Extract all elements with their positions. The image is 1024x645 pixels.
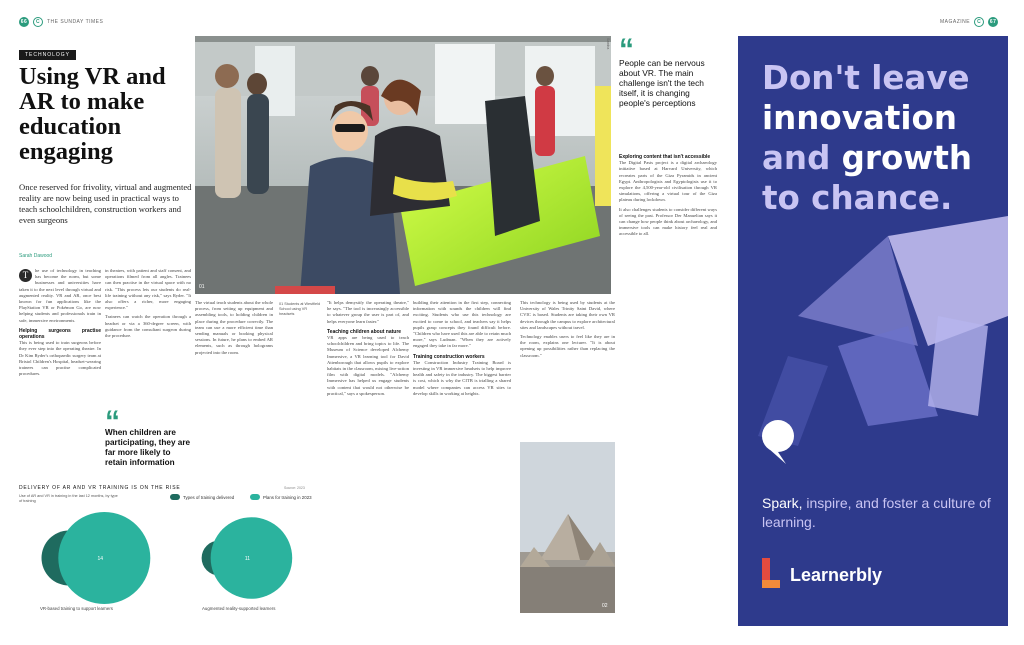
chart-subtitle: Use of AR and VR in training in the last 12 months, by type of training bbox=[19, 494, 118, 503]
pull-quote-1: People can be nervous about VR. The main challenge isn't the tech itself, it is changing people's perceptions bbox=[619, 58, 705, 108]
byline: Sarah Dawood bbox=[19, 253, 53, 259]
headline: Using VR and AR to make education engaging bbox=[19, 63, 166, 165]
left-page-badge: C bbox=[33, 17, 43, 27]
legend-item-1 bbox=[170, 494, 234, 500]
right-page-badge: C bbox=[974, 17, 984, 27]
section-tag: TECHNOLOGY bbox=[19, 50, 76, 60]
chart-label-ar: Augmented reality-supported learners bbox=[202, 606, 276, 611]
body-column-4 bbox=[327, 300, 409, 604]
brand-lockup bbox=[762, 558, 882, 592]
legend-swatch-2 bbox=[250, 494, 260, 500]
ad-graphic bbox=[738, 216, 1008, 486]
photo-caption-1: 01 Students at Westfield School using VR headsets bbox=[279, 302, 321, 316]
chart-source: Source: 2023 bbox=[284, 486, 305, 490]
bubble-value-1-2: 14 bbox=[97, 556, 104, 562]
left-page-label: THE SUNDAY TIMES bbox=[47, 19, 104, 25]
body-column-7 bbox=[619, 154, 717, 484]
body-text-6: This technology is being used by students at the University of Wales Trinity Saint David, where CVIC is based. Students are taking their own VR devices through the campus to explore architectural sites and landscapes without travel. bbox=[520, 300, 615, 330]
ad-tagline bbox=[762, 494, 992, 532]
body-column-2 bbox=[105, 268, 191, 402]
pull-quote-2: When children are participating, they are far more likely to retain information bbox=[105, 428, 191, 467]
pyramid-photo bbox=[520, 442, 615, 613]
photo-illustration bbox=[195, 36, 611, 294]
body-column-3 bbox=[195, 300, 273, 476]
subhead-children: Teaching children about nature bbox=[327, 328, 402, 335]
bubble-chart bbox=[19, 506, 309, 616]
subhead-construction: Training construction workers bbox=[413, 353, 485, 360]
body-text-1b: This is being used to train surgeons before they ever step into the operating theatre. In Dr Kim Ryder's orthopaedic surgery team at Bristol Children's Hospital, headset-wearing trainees can practise complicated procedures. bbox=[19, 340, 101, 377]
body-text-4b: VR apps are being used to teach schoolchildren and bring topics to life. The Museum of Science developed Alchemy Immersive, a VR learning tool for David Attenborough that allows pupils to explore habitats in the classroom, mixing live-action film with digital models. "Alchemy Immersive has helped us engage students with content that would not otherwise be practical," says a spokesperson. bbox=[327, 335, 409, 396]
chart-label-vr: VR-based training to support learners bbox=[40, 606, 113, 611]
body-text-5b: The Construction Industry Training Board is investing in VR immersive headsets to help improve health and safety in the industry. The biggest barrier is cost, which is why the CITB is trialling a shared model where companies can access VR sites to develop skills in working at heights. bbox=[413, 359, 511, 396]
body-text-5: building their attention in the first step, connecting information with sounds the children will find exciting. Students who use this technology are excited to come to school, and teachers say it helps pupils grasp concepts they found difficult before. "Children who have used this are able to retain much more," says Ludman. "When they are actively engaged they take in far more." bbox=[413, 300, 511, 349]
body-text-7b: It also challenges students to consider different ways of seeing the past. Professor Der Manuelian says it can change how people think about archaeology, and immersive tools can make history feel real and accessible to all. bbox=[619, 206, 717, 237]
quote-mark-icon: “ bbox=[619, 33, 634, 66]
learnerbly-advert[interactable] bbox=[738, 36, 1008, 626]
legend-swatch-1 bbox=[170, 494, 180, 500]
body-text-4: "It helps demystify the operating theatre," he says. "The tool is increasingly accessible to whatever group the user is part of, and helps everyone learn faster." bbox=[327, 300, 409, 324]
chart-title: DELIVERY OF AR AND VR TRAINING IS ON THE RISE bbox=[19, 485, 181, 491]
brand-name: Learnerbly bbox=[790, 564, 883, 585]
subhead-exploring: Exploring content that isn't accessible bbox=[619, 154, 711, 160]
right-page-label: MAGAZINE bbox=[940, 19, 971, 25]
quote-mark-icon: “ bbox=[105, 405, 120, 438]
photo-number-1: 01 bbox=[199, 284, 205, 290]
ad-headline-growth: growth bbox=[841, 139, 972, 177]
left-page-number: 66 bbox=[20, 19, 28, 25]
body-column-1 bbox=[19, 268, 101, 408]
body-text-7: The Digital Pasts project is a digital archaeology initiative based at Harvard University, which recreates parts of the Giza Pyramids in ancient Egypt. Anthropologists and Egyptologists use it to explore the 4,500-year-old civilisation through VR simulations, offering a virtual tour of the Giza plateau during lockdown. bbox=[619, 160, 717, 203]
left-header bbox=[19, 16, 103, 28]
subhead-surgeons: Helping surgeons practise operations bbox=[19, 327, 101, 341]
bubble-1-2 bbox=[58, 512, 150, 604]
body-text-1: he use of technology in teaching has become the norm, but some businesses and universities have taken it to the next level through virtual and augmented reality. VR and AR, once best known for fun applications like the PlayStation VR or Pokémon Go, are now helping students and professionals train in safe, immersive environments. bbox=[19, 268, 101, 323]
body-text-3: The virtual teach students about the whole process, from setting up equipment and assembling tools, to holding children in place during the procedure correctly. The team can use a more efficient time than sending manuals or booking physical sessions. In future, he plans to embed AR elements, such as through holograms projected into the room. bbox=[195, 300, 273, 355]
standfirst: Once reserved for frivolity, virtual and augmented reality are now being used in practical ways to teach schoolchildren, construction workers and even surgeons bbox=[19, 182, 192, 225]
right-page-number: 67 bbox=[989, 19, 997, 25]
learnerbly-logo-icon bbox=[762, 558, 780, 592]
body-text-2: in theatres, with patient and staff consent, and operations filmed from all angles. Trainees can then practise in the virtual space with no risk. "This process lets our students do real-life training without any risk," says Ryder. "It also offers a richer, more engaging experience." bbox=[105, 268, 191, 311]
drop-cap: T bbox=[19, 269, 32, 282]
body-column-5 bbox=[413, 300, 511, 604]
ad-headline-line-2: innovation bbox=[762, 99, 957, 137]
ad-headline-and: and bbox=[762, 139, 831, 177]
ad-tagline-rest: inspire, and foster a culture of learning. bbox=[762, 495, 991, 530]
ad-headline bbox=[762, 58, 1002, 218]
legend-label-2: Plans for training in 2023 bbox=[263, 494, 312, 500]
legend-item-2 bbox=[250, 494, 312, 500]
ad-headline-line-4: to chance. bbox=[762, 179, 953, 217]
bubble-2-2 bbox=[211, 517, 293, 599]
legend-label-1: Types of training delivered bbox=[183, 494, 235, 500]
right-header bbox=[940, 16, 998, 28]
photo-number-2: 02 bbox=[602, 603, 608, 609]
photo-credit: Sandra bbox=[606, 38, 610, 50]
body-column-6 bbox=[520, 300, 615, 436]
body-text-2b: Trainees can watch the operation through a headset or via a 360-degree screen, with guidance from the consultant surgeon during the procedure. bbox=[105, 314, 191, 339]
body-text-6b: Technology enables users to feel like they are in the room, explains one lecturer. "It is about opening up possibilities rather than replacing the classroom." bbox=[520, 334, 615, 358]
classroom-vr-photo bbox=[195, 36, 611, 294]
bubble-value-2-2: 11 bbox=[244, 556, 251, 562]
ad-tagline-spark: Spark, bbox=[762, 495, 803, 511]
pyramid-illustration bbox=[520, 442, 615, 613]
ad-headline-line-1: Don't leave bbox=[762, 59, 970, 97]
